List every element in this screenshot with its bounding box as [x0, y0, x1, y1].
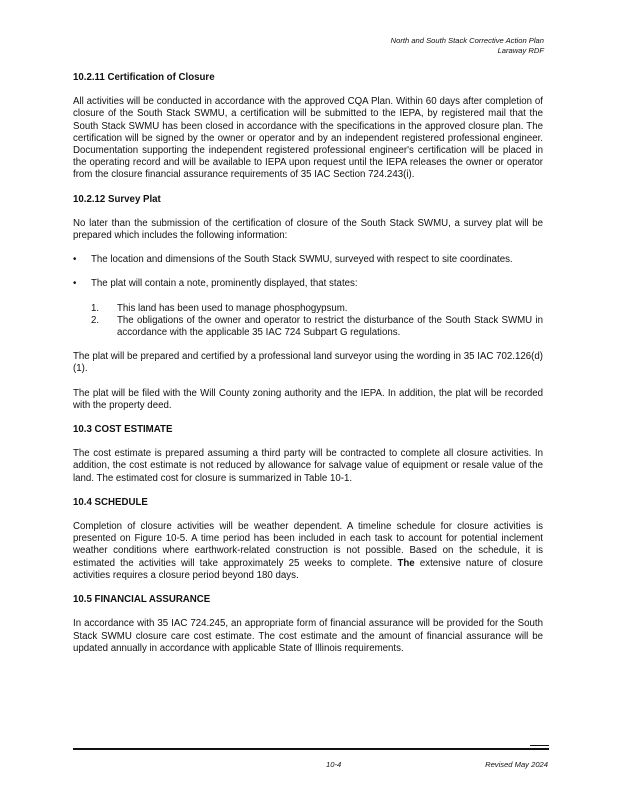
heading-survey-plat: 10.2.12 Survey Plat [73, 193, 161, 205]
bullet-text: The location and dimensions of the South Stack SWMU, surveyed with respect to site coordinates. [91, 254, 513, 266]
numbered-text: The obligations of the owner and operator to restrict the disturbance of the South Stack SWMU in accordance with the applicable 35 IAC 724 Subpart G regulations. [117, 314, 543, 339]
numbered-item [91, 303, 543, 315]
paragraph-plat-filed: The plat will be filed with the Will County zoning authority and the IEPA. In addition, the plat will be recorded with the property deed. [73, 387, 543, 411]
bullet-item [73, 278, 543, 290]
numbered-item [91, 315, 543, 339]
paragraph-financial-assurance: In accordance with 35 IAC 724.245, an appropriate form of financial assurance will be provided for the South Stack SWMU closure care cost estimate. The cost estimate and the amount of financial assurance will be updated annually in accordance with applicable State of Illinois requirements. [73, 618, 543, 654]
heading-certification-of-closure: 10.2.11 Certification of Closure [73, 72, 215, 83]
paragraph-cost-estimate: The cost estimate is prepared assuming a third party will be contracted to complete all closure activities. In addition, the cost estimate is not reduced by allowance for salvage value of equipment or resale value of the land. The estimated cost for closure is summarized in Table 10-1. [73, 448, 543, 484]
heading-financial-assurance: 10.5 FINANCIAL ASSURANCE [73, 594, 211, 606]
paragraph-survey-intro: No later than the submission of the certification of closure of the South Stack SWMU, a survey plat will be prepared which includes the following information: [73, 217, 543, 242]
schedule-text-bold: The [397, 557, 415, 569]
footer-rule [73, 748, 549, 750]
bullet-item [73, 254, 543, 266]
bullet-marker: • [73, 254, 77, 266]
paragraph-schedule [73, 521, 543, 582]
header-facility: Laraway RDF [497, 46, 544, 55]
page-content [73, 72, 543, 667]
bullet-marker: • [73, 278, 77, 290]
heading-schedule: 10.4 SCHEDULE [73, 496, 148, 508]
numbered-text: This land has been used to manage phosphogypsum. [117, 302, 348, 314]
number-marker: 1. [91, 302, 100, 314]
numbered-list [73, 303, 543, 340]
number-marker: 2. [91, 314, 100, 326]
footer-rule-tab [530, 745, 549, 746]
schedule-text-c: extensive nature of closure activities requires a closure period beyond 180 days. [73, 557, 543, 581]
page-number: 10-4 [326, 760, 342, 769]
bullet-text: The plat will contain a note, prominently displayed, that states: [91, 278, 358, 290]
running-header [391, 36, 544, 56]
heading-cost-estimate: 10.3 COST ESTIMATE [73, 424, 173, 436]
paragraph-plat-certified: The plat will be prepared and certified by a professional land surveyor using the wording in 35 IAC 702.126(d)(1). [73, 351, 543, 375]
header-title: North and South Stack Corrective Action Plan [390, 36, 544, 45]
paragraph-certification: All activities will be conducted in accordance with the approved CQA Plan. Within 60 days after completion of closure of the South Stack SWMU, a certification will be submitted to the IEPA, by registered mail that the South Stack SWMU has been closed in accordance with the specifications in the approved closure plan. The certification will be signed by the owner or operator and by an independent registered professional engineer. Documentation supporting the independent registered professional engineer's certification will be placed in the operating record and will be available to IEPA upon request until the IEPA releases the owner or operator from the closure financial assurance requirements of 35 IAC Section 724.243(i). [73, 96, 543, 181]
schedule-text-a: Completion of closure activities will be weather dependent. A timeline schedule for closure activities is presented on Figure 10-5. A time period has been included in each task to account for potential inclement weather conditions where earthwork-related construction is not possible. Based on the schedule, it is estimated the activities will take approximately 25 weeks to complete. [73, 521, 543, 569]
revision-date: Revised May 2024 [485, 760, 548, 769]
